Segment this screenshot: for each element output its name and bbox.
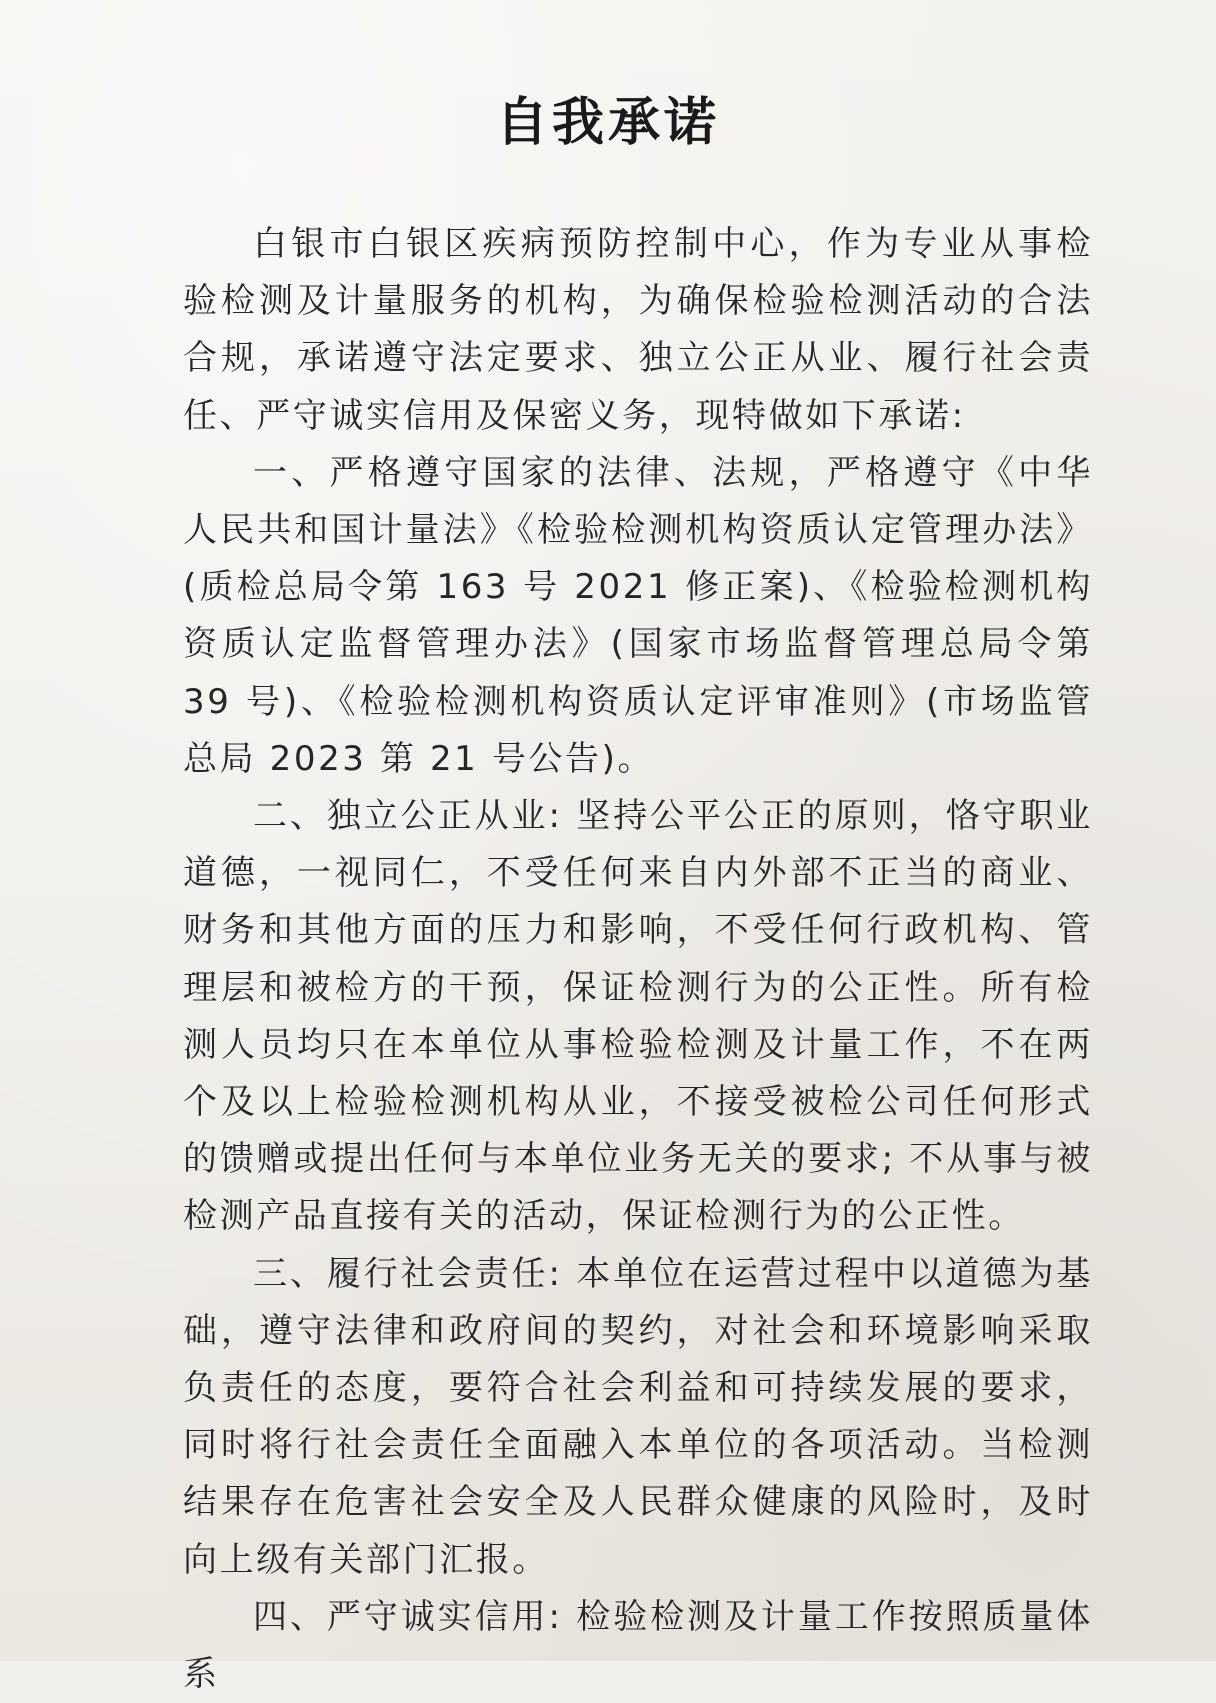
- intro-paragraph: 白银市白银区疾病预防控制中心，作为专业从事检验检测及计量服务的机构，为确保检验检测活动的合法合规，承诺遵守法定要求、独立公正从业、履行社会责任、严守诚实信用及保密义务，现特做如下承诺:: [183, 224, 1093, 436]
- commitment-2-paragraph: 二、独立公正从业: 坚持公平公正的原则，恪守职业道德，一视同仁，不受任何来自内外部不正当的商业、财务和其他方面的压力和影响，不受任何行政机构、管理层和被检方的干预，保证检测行为的公正性。所有检测人员均只在本单位从事检验检测及计量工作，不在两个及以上检验检测机构从业，不接受被检公司任何形式的馈赠或提出任何与本单位业务无关的要求; 不从事与被检测产品直接有关的活动，保证检测行为的公正性。: [183, 796, 1093, 1237]
- commitment-3-paragraph: 三、履行社会责任: 本单位在运营过程中以道德为基础，遵守法律和政府间的契约，对社会和环境影响采取负责任的态度，要符合社会利益和可持续发展的要求，同时将行社会责任全面融入本单位的各项活动。当检测结果存在危害社会安全及人民群众健康的风险时，及时向上级有关部门汇报。: [183, 1253, 1093, 1580]
- commitment-4-paragraph: 四、严守诚实信用: 检验检测及计量工作按照质量体系: [183, 1596, 1093, 1695]
- scan-speck: [45, 210, 59, 218]
- document-body: [183, 216, 1093, 1703]
- document-title: 自我承诺: [495, 92, 720, 153]
- commitment-1-paragraph: 一、严格遵守国家的法律、法规，严格遵守《中华人民共和国计量法》《检验检测机构资质认定管理办法》(质检总局令第 163 号 2021 修正案)、《检验检测机构资质认定监督管理办法》(国家市场监督管理总局令第 39 号)、《检验检测机构资质认定评审准则》(市场监管总局 2023 第 21 号公告)。: [183, 452, 1093, 779]
